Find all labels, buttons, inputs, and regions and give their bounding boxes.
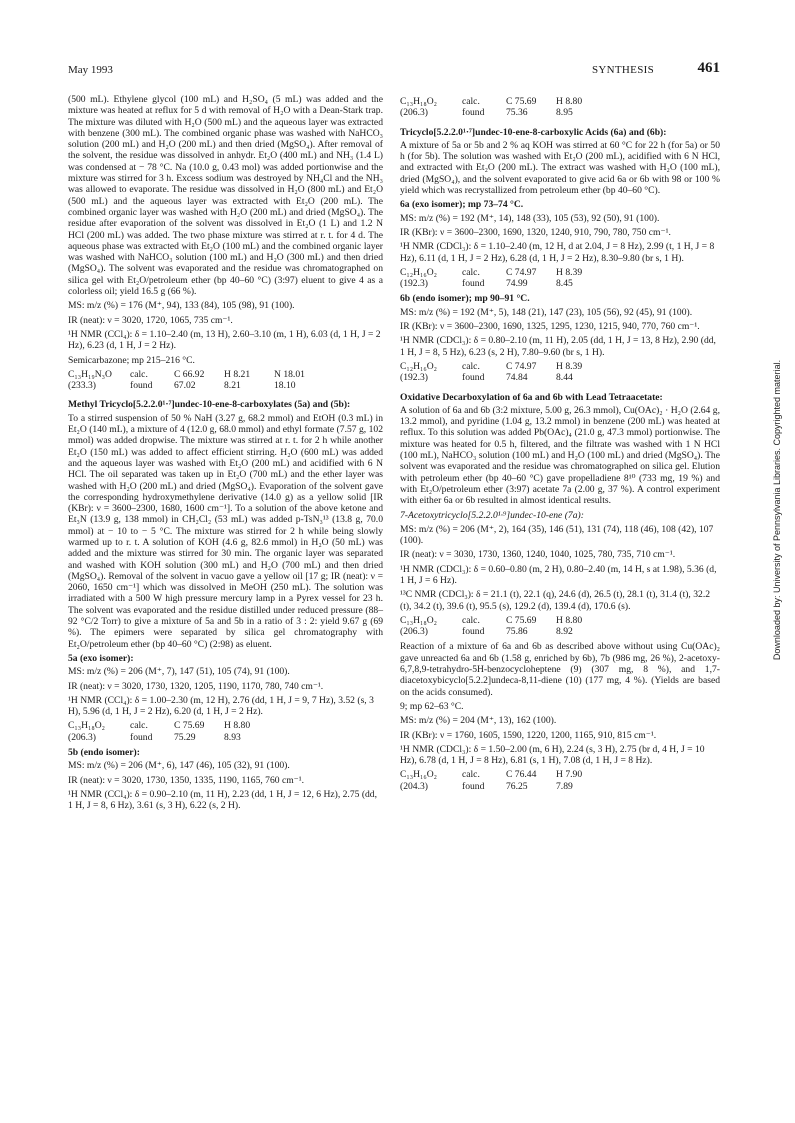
compound-5b-ir: IR (neat): ν = 3020, 1730, 1350, 1335, 1190, 1165, 760 cm⁻¹. — [68, 774, 305, 786]
analysis-mw: (206.3) — [68, 731, 96, 743]
compound-5a-ir: IR (neat): ν = 3020, 1730, 1320, 1205, 1190, 1170, 780, 740 cm⁻¹. — [68, 680, 324, 692]
compound-9-ir: IR (KBr): ν = 1760, 1605, 1590, 1220, 1200, 1165, 910, 815 cm⁻¹. — [400, 729, 657, 741]
compound-5b-ms: MS: m/z (%) = 206 (M⁺, 6), 147 (46), 105 (32), 91 (100). — [68, 760, 290, 772]
analysis-calc-label: calc. — [462, 266, 480, 278]
compound-7a-title: 7-Acetoxytricyclo[5.2.2.0¹·⁹]undec-10-ene (7a): — [400, 509, 584, 521]
section-6-title: Tricyclo[5.2.2.0¹·⁷]undec-10-ene-8-carboxylic Acids (6a) and (6b): — [400, 126, 667, 138]
analysis-formula: C₁₂H₁₆O₂ — [400, 360, 437, 372]
analysis-found-c: 76.25 — [506, 780, 528, 792]
analysis-calc-h: H 8.21 — [224, 368, 251, 380]
intro-paragraph: (500 mL). Ethylene glycol (100 mL) and H₂SO₄ (5 mL) was added and the mixture was heated at reflux for 5 d with removal of H₂O with a Dean-Stark trap. The mixture was diluted with H₂O (500 mL) and the aqueous layer was extracted with benzene (300 mL). The combined organic phase was washed with NaHCO₃ solution (200 mL) and H₂O (200 mL) and then dried (MgSO₄). After removal of the solvent, the residue was dissolved in anhydr. Et₂O (400 mL) and NH₃ (1.4 L) was condensed at − 78 °C. Na (10.0 g, 0.43 mol) was added portionwise and the mixture was stirred for 3 h. Excess sodium was destroyed by NH₄Cl and the NH₃ was allowed to evaporate. The residue was dissolved in H₂O (800 mL) and Et₂O (500 mL) and the aqueous layer was extracted with Et₂O (200 mL). The combined organic layer was washed with H₂O (200 mL) and dried (MgSO₄). The residue after evaporation of the solvent was dissolved in Et₂O (1 L) and 1.2 N HCl (200 mL) was added. The two phase mixture was stirred at r. t. for 4 d. The aqueous phase was extracted with Et₂O (100 mL) and the combined organic layer was washed with NaHCO₃ solution (100 mL) and H₂O (300 mL) and then dried (MgSO₄). The solvent was evaporated and the residue was chromatographed on silica gel with Et₂O/petroleum ether (bp 40–60 °C) (3:97) eluent to give 4 as a colorless oil; yield 16.5 g (66 %). — [68, 94, 383, 298]
analysis-calc-h: H 8.80 — [556, 614, 583, 626]
left-column — [68, 94, 383, 815]
analysis-mw: (192.3) — [400, 278, 428, 290]
analysis-found-label: found — [462, 780, 485, 792]
compound-5b-nmr: ¹H NMR (CCl₄): δ = 0.90–2.10 (m, 11 H), 2.23 (dd, 1 H, J = 12, 6 Hz), 2.75 (dd, 1 H, J = 8, 6 Hz), 3.61 (s, 3 H), 6.22 (s, 2 H). — [68, 788, 378, 812]
compound-4-ms: MS: m/z (%) = 176 (M⁺, 94), 133 (84), 105 (98), 91 (100). — [68, 300, 295, 312]
compound-6a-analysis — [400, 267, 720, 290]
analysis-found-h: 8.21 — [224, 380, 241, 392]
analysis-found-label: found — [462, 278, 485, 290]
compound-9-analysis — [400, 769, 720, 792]
compound-4-ir: IR (neat): ν = 3020, 1720, 1065, 735 cm⁻¹. — [68, 314, 233, 326]
analysis-found-h: 8.45 — [556, 278, 573, 290]
compound-6b-title: 6b (endo isomer); mp 90–91 °C. — [400, 293, 530, 305]
analysis-found-c: 75.86 — [506, 626, 528, 638]
analysis-calc-c: C 75.69 — [174, 720, 205, 732]
compound-4-nmr: ¹H NMR (CCl₄): δ = 1.10–2.40 (m, 13 H), 2.60–3.10 (m, 1 H), 6.03 (d, 1 H, J = 2 Hz), 6.23 (d, 1 H, J = 2 Hz). — [68, 328, 381, 352]
compound-5a-analysis — [68, 720, 383, 743]
analysis-calc-n: N 18.01 — [274, 368, 305, 380]
page-number: 461 — [697, 60, 720, 76]
analysis-calc-c: C 75.69 — [506, 614, 537, 626]
analysis-calc-c: C 66.92 — [174, 368, 205, 380]
compound-5b-analysis — [400, 96, 720, 119]
analysis-found-n: 18.10 — [274, 380, 296, 392]
right-column — [400, 94, 720, 796]
analysis-calc-h: H 8.39 — [556, 360, 583, 372]
analysis-calc-c: C 74.97 — [506, 266, 537, 278]
analysis-found-label: found — [462, 372, 485, 384]
analysis-found-c: 74.84 — [506, 372, 528, 384]
analysis-mw: (206.3) — [400, 626, 428, 638]
compound-9-ms: MS: m/z (%) = 204 (M⁺, 13), 162 (100). — [400, 715, 557, 727]
compound-5a-nmr: ¹H NMR (CCl₄): δ = 1.00–2.30 (m, 12 H), 2.76 (dd, 1 H, J = 9, 7 Hz), 3.52 (s, 3 H), 5.96 (d, 1 H, J = 2 Hz), 6.20 (d, 1 H, J = 2 Hz). — [68, 694, 374, 718]
compound-6a-title: 6a (exo isomer); mp 73–74 °C. — [400, 199, 524, 211]
analysis-formula: C₁₃H₁₈O₂ — [400, 96, 437, 107]
analysis-calc-label: calc. — [130, 368, 148, 380]
analysis-found-h: 8.92 — [556, 626, 573, 638]
page-header — [68, 62, 720, 80]
journal-name: SYNTHESIS — [592, 64, 654, 76]
analysis-formula: C₁₂H₁₆O₂ — [400, 266, 437, 278]
analysis-formula: C₁₃H₁₈O₂ — [68, 720, 105, 732]
analysis-calc-h: H 7.90 — [556, 769, 583, 781]
analysis-formula: C₁₃H₁₉N₃O — [68, 368, 112, 380]
analysis-calc-c: C 74.97 — [506, 360, 537, 372]
analysis-mw: (192.3) — [400, 372, 428, 384]
analysis-found-c: 67.02 — [174, 380, 196, 392]
analysis-found-label: found — [130, 731, 153, 743]
section-5-paragraph: To a stirred suspension of 50 % NaH (3.27 g, 68.2 mmol) and EtOH (0.3 mL) in Et₂O (140 mL), a mixture of 4 (12.0 g, 68.0 mmol) and ethyl formate (7.57 g, 102 mmol) was added dropwise. The mixture was stirred at r. t. for 2 h while another Et₂O (150 mL) was added to affect efficient stirring. H₂O (600 mL) was added and the aqueous layer was washed with Et₂O (200 mL) and acidified with 6 N HCl. The oil separated was taken up in Et₂O (700 mL) and the ether layer was washed with H₂O (200 mL) and dried (MgSO₄). Evaporation of the solvent gave the corresponding hydroxymethylene derivative (14.0 g) as a yellow solid [IR (KBr): ν = 3600–2300, 1680, 1600 cm⁻¹]. To a solution of the above ketone and Et₃N (13.9 g, 138 mmol) in CH₂Cl₂ (53 mL) was added p-TsN₃¹³ (13.8 g, 70.0 mmol) at − 10 to − 5 °C. The mixture was stirred for 2 h while being slowly warmed up to r. t. A solution of KOH (4.6 g, 82.6 mmol) in H₂O (50 mL) was added and the mixture was stirred for 30 min. The organic layer was separated and washed with KOH solution (300 mL) and H₂O (700 mL) and then dried (MgSO₄). Removal of the solvent in vacuo gave a yellow oil [17 g; IR (neat): ν = 2060, 1650 cm⁻¹] which was dissolved in MeOH (250 mL). The solution was irradiated with a 500 W high pressure mercury lamp in a Pyrex vessel for 23 h. The solvent was evaporated and the residue distilled under reduced pressure (88–92 °C/2 Torr) to give a mixture of 5a and 5b in a ratio of 3 : 2: yield 9.67 g (69 %). The epimers were separated by silica gel chromatography with Et₂O/petroleum ether (bp 40–60 °C) (2:98) as eluent. — [68, 412, 383, 650]
analysis-calc-h: H 8.80 — [556, 96, 583, 107]
compound-7a-analysis — [400, 615, 720, 638]
compound-6b-ir: IR (KBr): ν = 3600–2300, 1690, 1325, 1295, 1230, 1215, 940, 770, 760 cm⁻¹. — [400, 321, 700, 333]
issue-date: May 1993 — [68, 64, 113, 76]
analysis-mw: (204.3) — [400, 780, 428, 792]
reaction-paragraph: Reaction of a mixture of 6a and 6b as described above without using Cu(OAc)₂ gave unreacted 6a and 6b (1.58 g, enriched by 6b), 7b (986 mg, 26 %), 2-acetoxy-6,7,8,9-tetrahydro-5H-benzocycloheptene (9) (307 mg, 8 %), and 1,7-diacetoxybicyclo[5.2.2]undeca-8,11-diene (10) (177 mg, 4 %). (Yields are based on the acids consumed). — [400, 641, 720, 698]
analysis-calc-label: calc. — [462, 614, 480, 626]
compound-7a-ir: IR (neat): ν = 3030, 1730, 1360, 1240, 1040, 1025, 780, 735, 710 cm⁻¹. — [400, 549, 676, 561]
analysis-formula: C₁₃H₁₈O₂ — [400, 614, 437, 626]
compound-6b-nmr: ¹H NMR (CDCl₃): δ = 0.80–2.10 (m, 11 H), 2.05 (dd, 1 H, J = 13, 8 Hz), 2.90 (dd, 1 H, J = 8, 5 Hz), 6.23 (s, 2 H), 7.80–9.60 (br s, 1 H). — [400, 335, 716, 358]
analysis-calc-label: calc. — [462, 96, 480, 107]
download-watermark — [770, 260, 784, 760]
analysis-found-label: found — [462, 626, 485, 638]
compound-6b-ms: MS: m/z (%) = 192 (M⁺, 5), 148 (21), 147 (23), 105 (56), 92 (45), 91 (100). — [400, 306, 693, 318]
analysis-mw: (206.3) — [400, 107, 428, 119]
analysis-calc-h: H 8.39 — [556, 266, 583, 278]
analysis-calc-h: H 8.80 — [224, 720, 251, 732]
analysis-formula: C₁₃H₁₆O₂ — [400, 769, 437, 781]
compound-7a-cnmr: ¹³C NMR (CDCl₃): δ = 21.1 (t), 22.1 (q), 24.6 (d), 26.5 (t), 28.1 (t), 31.4 (t), 32.2 (t), 34.2 (t), 39.6 (t), 95.5 (s), 129.2 (d), 139.4 (d), 170.6 (s). — [400, 589, 711, 612]
analysis-calc-label: calc. — [130, 720, 148, 732]
compound-9-nmr: ¹H NMR (CDCl₃): δ = 1.50–2.00 (m, 6 H), 2.24 (s, 3 H), 2.75 (br d, 4 H, J = 10 Hz), 6.78 (d, 1 H, J = 8 Hz), 6.81 (s, 1 H), 7.08 (d, 1 H, J = 8 Hz). — [400, 743, 705, 767]
analysis-calc-c: C 75.69 — [506, 96, 537, 107]
section-7-title: Oxidative Decarboxylation of 6a and 6b with Lead Tetraacetate: — [400, 391, 663, 403]
analysis-found-label: found — [130, 380, 153, 392]
analysis-calc-label: calc. — [462, 360, 480, 372]
analysis-found-c: 74.99 — [506, 278, 528, 290]
compound-4-semicarbazone: Semicarbazone; mp 215–216 °C. — [68, 354, 195, 366]
analysis-found-h: 8.95 — [556, 107, 573, 119]
compound-6a-ir: IR (KBr): ν = 3600–2300, 1690, 1320, 1240, 910, 790, 780, 750 cm⁻¹. — [400, 226, 671, 238]
analysis-found-c: 75.29 — [174, 731, 196, 743]
analysis-calc-label: calc. — [462, 769, 480, 781]
compound-6b-analysis — [400, 361, 720, 384]
compound-7a-ms: MS: m/z (%) = 206 (M⁺, 2), 164 (35), 146 (51), 131 (74), 118 (46), 108 (42), 107 (100). — [400, 523, 714, 547]
analysis-calc-c: C 76.44 — [506, 769, 537, 781]
compound-5a-ms: MS: m/z (%) = 206 (M⁺, 7), 147 (51), 105 (74), 91 (100). — [68, 666, 290, 678]
compound-4-analysis — [68, 369, 383, 392]
compound-7a-hnmr: ¹H NMR (CDCl₃): δ = 0.60–0.80 (m, 2 H), 0.80–2.40 (m, 14 H, s at 1.98), 5.36 (d, 1 H, J = 6 Hz). — [400, 563, 717, 586]
section-7-paragraph: A solution of 6a and 6b (3:2 mixture, 5.00 g, 26.3 mmol), Cu(OAc)₂ · H₂O (2.64 g, 13.2 mmol), and pyridine (1.04 g, 13.2 mmol) in benzene (200 mL) was heated at reflux. To this solution was added Pb(OAc)₄ (21.0 g, 47.3 mmol) portionwise. The mixture was heated for 0.5 h, filtered, and the filtrate was washed with 1 N HCl (100 mL), NaHCO₃ solution (100 mL) and H₂O (100 mL) and dried (MgSO₄). The solvent was evaporated and the residue was chromatographed on silica gel. Elution with petroleum ether (bp 40–60 °C) gave propelladiene 8¹⁰ (733 mg, 19 %) and with Et₂O/petroleum ether (3:97) acetate 7a (2.00 g, 37 %). A control experiment with either 6a or 6b resulted in almost identical results. — [400, 404, 720, 507]
compound-5a-title: 5a (exo isomer): — [68, 652, 134, 664]
compound-6a-nmr: ¹H NMR (CDCl₃): δ = 1.10–2.40 (m, 12 H, d at 2.04, J = 8 Hz), 2.99 (t, 1 H, J = 8 Hz), 6.11 (d, 1 H, J = 2 Hz), 6.28 (d, 1 H, J = 2 Hz), 8.30–9.80 (br s, 1 H). — [400, 241, 715, 264]
analysis-found-h: 8.93 — [224, 731, 241, 743]
analysis-found-c: 75.36 — [506, 107, 528, 119]
section-6-paragraph: A mixture of 5a or 5b and 2 % aq KOH was stirred at 60 °C for 22 h (for 5a) or 50 h (for 5b). The solution was washed with Et₂O (200 mL), acidified with 6 N HCl, and extracted with Et₂O (200 mL). The extract was washed with H₂O (100 mL), dried (MgSO₄), and the solvent evaporated to give acid 6a or 6b with 98 or 100 % yield which was recrystallized from petroleum ether (bp 40–60 °C). — [400, 139, 720, 197]
download-notice: Downloaded by: University of Pennsylvania Libraries. Copyrighted material. — [772, 359, 782, 661]
analysis-found-h: 8.44 — [556, 372, 573, 384]
compound-9-title: 9; mp 62–63 °C. — [400, 700, 464, 712]
analysis-mw: (233.3) — [68, 380, 96, 392]
analysis-found-label: found — [462, 107, 485, 119]
analysis-found-h: 7.89 — [556, 780, 573, 792]
compound-5b-title: 5b (endo isomer): — [68, 747, 140, 759]
section-5-title: Methyl Tricyclo[5.2.2.0¹·⁷]undec-10-ene-8-carboxylates (5a) and (5b): — [68, 399, 351, 411]
compound-6a-ms: MS: m/z (%) = 192 (M⁺, 14), 148 (33), 105 (53), 92 (50), 91 (100). — [400, 212, 660, 224]
